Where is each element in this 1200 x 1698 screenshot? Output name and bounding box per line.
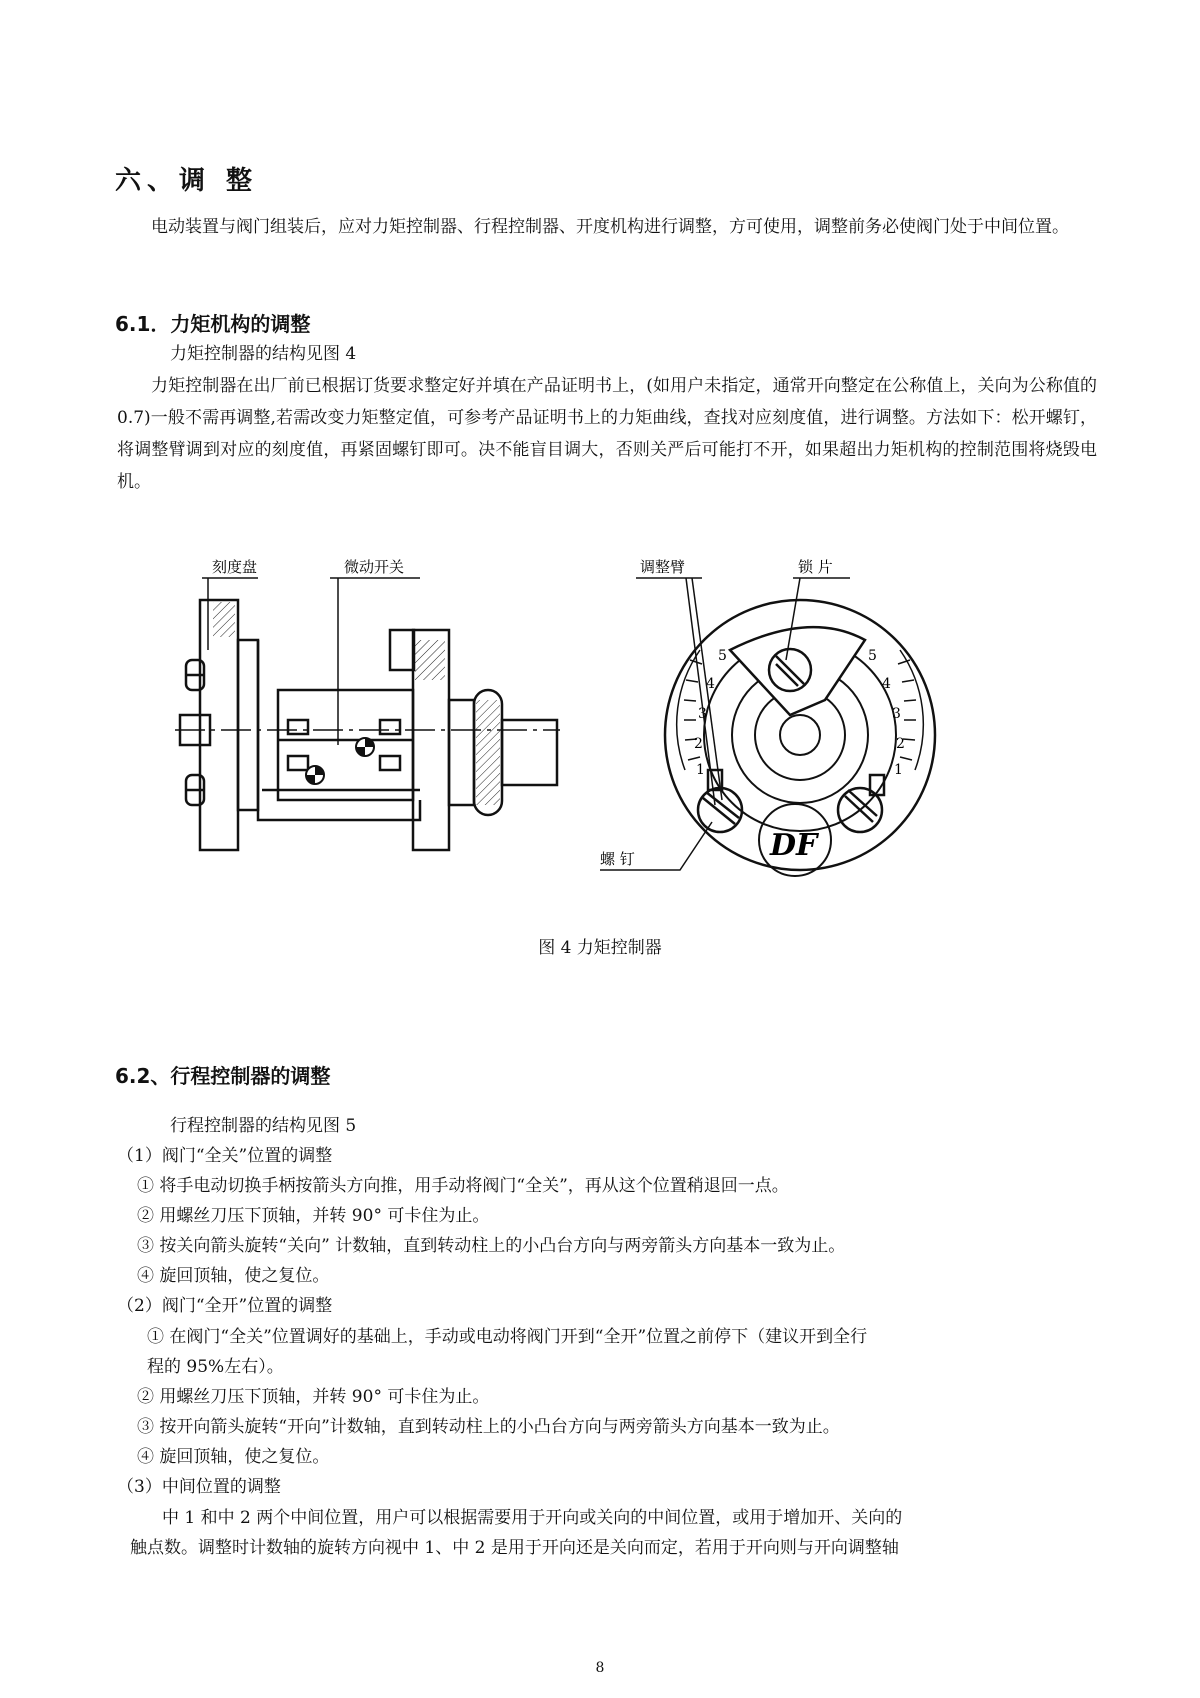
scale-left-1: 1 — [696, 762, 705, 778]
subsection-full-close: （1）阀门“全关”位置的调整 — [117, 1146, 333, 1166]
scale-numbers-right — [868, 648, 905, 778]
scale-right-5: 5 — [868, 648, 877, 664]
label-adjust-arm: 调整臂 — [640, 558, 686, 576]
step-open-1a: ① 在阀门“全关”位置调好的基础上，手动或电动将阀门开到“全开”位置之前停下（建议开到全行 — [147, 1327, 868, 1347]
side-view-drawing — [175, 600, 560, 850]
scale-left-4: 4 — [706, 676, 715, 692]
section-6-1-paragraph: 力矩控制器在出厂前已根据订货要求整定好并填在产品证明书上，(如用户未指定，通常开向整定在公称值上，关向为公称值的 0.7)一般不需再调整,若需改变力矩整定值，可参考产品证明书上的力矩曲线，查找对应刻度值，进行调整。方法如下：松开螺钉，将调整臂调到对应的刻度值，再紧固螺钉即可。决不能盲目调大，否则关严后可能打不开，如果超出力矩机构的控制范围将烧毁电机。 — [117, 376, 1097, 492]
label-lock-plate: 锁 片 — [798, 558, 833, 576]
scale-left-3: 3 — [698, 706, 707, 722]
scale-right-2: 2 — [896, 736, 905, 752]
middle-line-b: 触点数。调整时计数轴的旋转方向视中 1、中 2 是用于开向还是关向而定，若用于开向则与开向调整轴 — [130, 1538, 899, 1558]
section-6-1-title: 6.1．力矩机构的调整 — [115, 312, 311, 336]
figure-4-caption: 图 4 力矩控制器 — [538, 938, 662, 958]
scale-right-4: 4 — [882, 676, 891, 692]
label-dial: 刻度盘 — [212, 558, 258, 576]
subsection-full-open: （2）阀门“全开”位置的调整 — [117, 1296, 333, 1316]
step-open-3: ③ 按开向箭头旋转“开向”计数轴，直到转动柱上的小凸台方向与两旁箭头方向基本一致为止。 — [137, 1417, 840, 1437]
step-close-2: ② 用螺丝刀压下顶轴，并转 90° 可卡住为止。 — [137, 1206, 490, 1226]
intro-paragraph: 电动装置与阀门组装后，应对力矩控制器、行程控制器、开度机构进行调整，方可使用，调整前务必使阀门处于中间位置。 — [151, 217, 1069, 237]
step-close-3: ③ 按关向箭头旋转“关向” 计数轴，直到转动柱上的小凸台方向与两旁箭头方向基本一致为止。 — [137, 1236, 846, 1256]
label-microswitch: 微动开关 — [344, 558, 405, 576]
scale-right-3: 3 — [892, 706, 901, 722]
step-open-4: ④ 旋回顶轴，使之复位。 — [137, 1447, 330, 1467]
scale-right-1: 1 — [894, 762, 903, 778]
page-number: 8 — [595, 1660, 605, 1676]
step-close-1: ① 将手电动切换手柄按箭头方向推，用手动将阀门“全关”，再从这个位置稍退回一点。 — [137, 1176, 789, 1196]
contact-marks — [306, 738, 374, 784]
step-open-1b: 程的 95%左右）。 — [147, 1357, 284, 1377]
section-6-2-title: 6.2、行程控制器的调整 — [115, 1064, 331, 1088]
label-screw: 螺 钉 — [600, 850, 635, 868]
section-title: 六、调 整 — [115, 166, 259, 196]
middle-line-a: 中 1 和中 2 两个中间位置，用户可以根据需要用于开向或关向的中间位置，或用于增加开、关向的 — [162, 1508, 903, 1528]
section-6-2-figure-ref: 行程控制器的结构见图 5 — [170, 1116, 357, 1136]
step-close-4: ④ 旋回顶轴，使之复位。 — [137, 1266, 330, 1286]
scale-left-5: 5 — [718, 648, 727, 664]
section-6-1-figure-ref: 力矩控制器的结构见图 4 — [170, 344, 357, 364]
df-logo: DF — [770, 828, 818, 863]
scale-left-2: 2 — [694, 736, 703, 752]
subsection-middle: （3）中间位置的调整 — [117, 1477, 281, 1497]
step-open-2: ② 用螺丝刀压下顶轴，并转 90° 可卡住为止。 — [137, 1387, 490, 1407]
